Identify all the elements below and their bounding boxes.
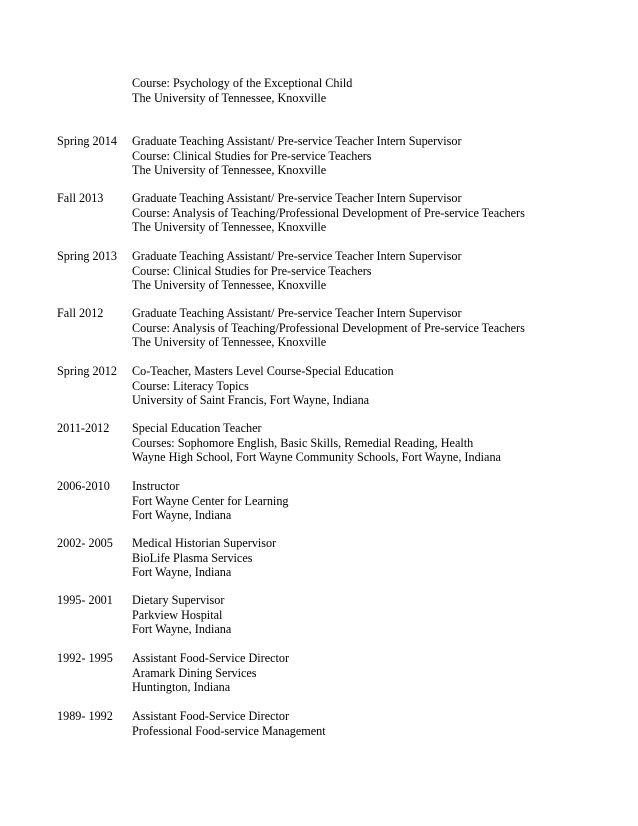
entry-details (132, 249, 622, 293)
entry-details (132, 191, 622, 235)
entry-line: Course: Analysis of Teaching/Professional Development of Pre-service Teachers (132, 320, 525, 335)
entry-line: Assistant Food-Service Director (132, 651, 290, 665)
entry-date: 1989- 1992 (57, 709, 113, 723)
entry-line: Professional Food-service Management (132, 723, 326, 738)
entry-line: Instructor (132, 479, 180, 493)
entry-line: Course: Clinical Studies for Pre-service Teachers (132, 148, 372, 163)
entry-line: Aramark Dining Services (132, 665, 257, 680)
entry-line: The University of Tennessee, Knoxville (132, 220, 327, 234)
entry-line: The University of Tennessee, Knoxville (132, 278, 327, 292)
entry-details (132, 709, 622, 738)
entry-line: Course: Psychology of the Exceptional Child (132, 76, 353, 90)
entry-date: Spring 2014 (57, 134, 117, 148)
entry-details (132, 364, 622, 408)
entry-date: 1992- 1995 (57, 651, 113, 665)
entry-date: Spring 2012 (57, 364, 117, 378)
entry-line: Assistant Food-Service Director (132, 709, 290, 723)
entry-line: Fort Wayne, Indiana (132, 565, 232, 579)
entry-date: 2006-2010 (57, 479, 110, 493)
entry-date: 2002- 2005 (57, 536, 113, 550)
entry-line: Fort Wayne, Indiana (132, 622, 232, 636)
entry-details (132, 76, 622, 105)
entry-details (132, 134, 622, 178)
entry-line: Dietary Supervisor (132, 593, 225, 607)
entry-line: The University of Tennessee, Knoxville (132, 335, 327, 349)
entry-line: Co-Teacher, Masters Level Course-Special Education (132, 364, 394, 378)
entry-date: Spring 2013 (57, 249, 117, 263)
entry-line: Course: Literacy Topics (132, 378, 249, 393)
entry-details (132, 479, 622, 523)
entry-line: Fort Wayne Center for Learning (132, 493, 289, 508)
entry-details (132, 651, 622, 695)
entry-line: Graduate Teaching Assistant/ Pre-service Teacher Intern Supervisor (132, 134, 462, 148)
entry-date: 2011-2012 (57, 421, 110, 435)
entry-line: Medical Historian Supervisor (132, 536, 277, 550)
entry-line: Parkview Hospital (132, 607, 223, 622)
entry-line: Courses: Sophomore English, Basic Skills, Remedial Reading, Health (132, 435, 474, 450)
entry-line: Course: Analysis of Teaching/Professional Development of Pre-service Teachers (132, 205, 525, 220)
entry-date: 1995- 2001 (57, 593, 113, 607)
entry-line: Graduate Teaching Assistant/ Pre-service Teacher Intern Supervisor (132, 249, 462, 263)
entry-line: Huntington, Indiana (132, 680, 231, 694)
entry-line: Graduate Teaching Assistant/ Pre-service Teacher Intern Supervisor (132, 191, 462, 205)
entry-details (132, 536, 622, 580)
entry-line: Graduate Teaching Assistant/ Pre-service Teacher Intern Supervisor (132, 306, 462, 320)
entry-line: The University of Tennessee, Knoxville (132, 163, 327, 177)
entry-details (132, 593, 622, 637)
entry-line: Special Education Teacher (132, 421, 262, 435)
entry-line: Fort Wayne, Indiana (132, 508, 232, 522)
entry-date: Fall 2013 (57, 191, 104, 205)
entry-line: BioLife Plasma Services (132, 550, 253, 565)
entry-date: Fall 2012 (57, 306, 104, 320)
entry-line: University of Saint Francis, Fort Wayne, Indiana (132, 393, 370, 407)
entry-line: Wayne High School, Fort Wayne Community Schools, Fort Wayne, Indiana (132, 450, 501, 464)
entry-details (132, 306, 622, 350)
entry-line: Course: Clinical Studies for Pre-service Teachers (132, 263, 372, 278)
entry-line: The University of Tennessee, Knoxville (132, 90, 327, 105)
entry-details (132, 421, 622, 465)
